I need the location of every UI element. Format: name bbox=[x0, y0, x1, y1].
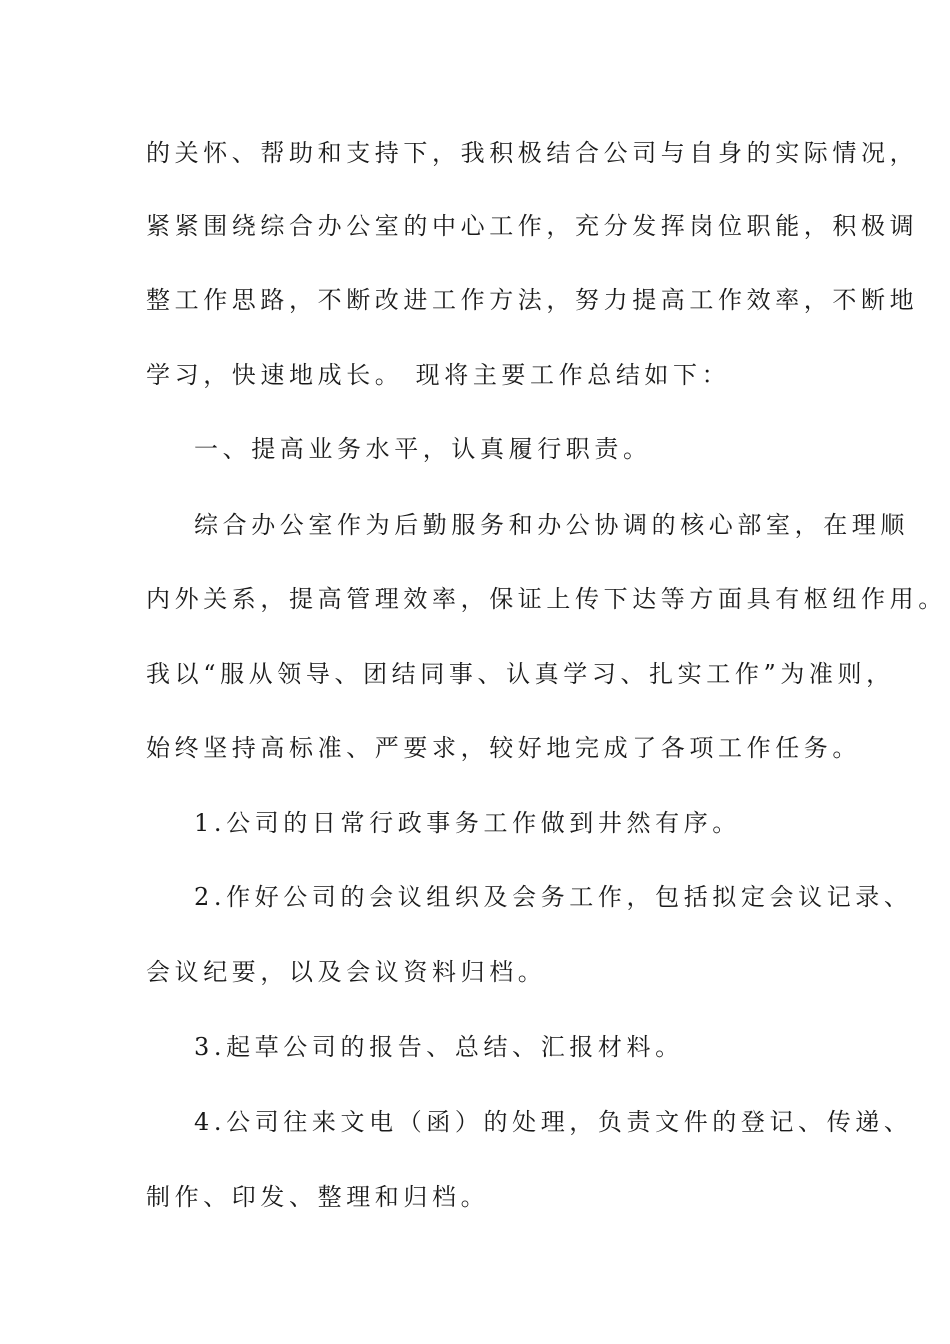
paragraph-line: 综合办公室作为后勤服务和办公协调的核心部室，在理顺 bbox=[194, 511, 909, 539]
section-heading: 一、提高业务水平，认真履行职责。 bbox=[194, 435, 652, 463]
list-item: 4.公司往来文电（函）的处理，负责文件的登记、传递、 bbox=[194, 1108, 913, 1136]
list-item-continuation: 制作、印发、整理和归档。 bbox=[146, 1183, 490, 1211]
list-item: 2.作好公司的会议组织及会务工作，包括拟定会议记录、 bbox=[194, 883, 913, 911]
paragraph-line: 紧紧围绕综合办公室的中心工作，充分发挥岗位职能，积极调 bbox=[146, 212, 919, 240]
paragraph-line: 的关怀、帮助和支持下，我积极结合公司与自身的实际情况， bbox=[146, 139, 919, 167]
paragraph-line: 整工作思路，不断改进工作方法，努力提高工作效率，不断地 bbox=[146, 286, 919, 314]
list-item-continuation: 会议纪要，以及会议资料归档。 bbox=[146, 958, 547, 986]
list-item: 3.起草公司的报告、总结、汇报材料。 bbox=[194, 1033, 684, 1061]
list-item: 1.公司的日常行政事务工作做到井然有序。 bbox=[194, 809, 741, 837]
paragraph-line: 始终坚持高标准、严要求，较好地完成了各项工作任务。 bbox=[146, 734, 861, 762]
paragraph-line: 学习，快速地成长。 现将主要工作总结如下： bbox=[146, 361, 731, 389]
paragraph-line: 我以“服从领导、团结同事、认真学习、扎实工作”为准则， bbox=[146, 660, 895, 688]
paragraph-line: 内外关系，提高管理效率，保证上传下达等方面具有枢纽作用。 bbox=[146, 585, 947, 613]
